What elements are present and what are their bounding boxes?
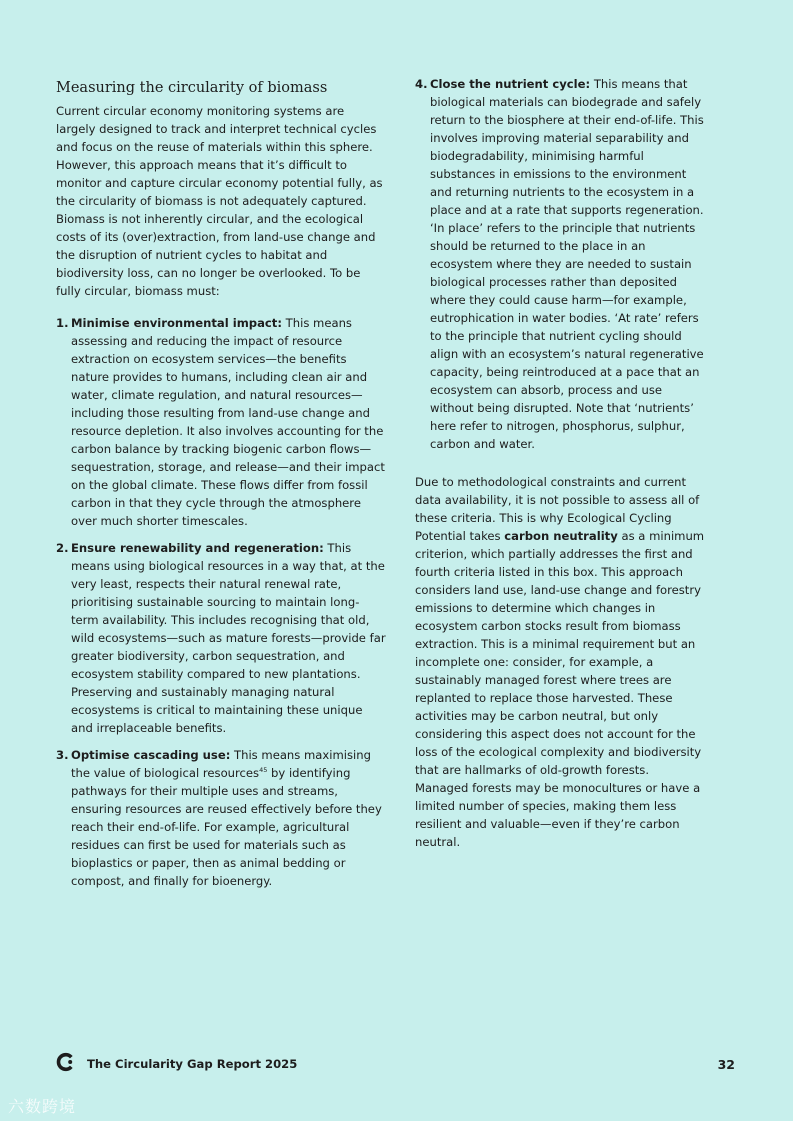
page-number: 32 — [717, 1056, 735, 1072]
footer-brand — [56, 1052, 297, 1076]
footnote-ref[interactable]: 45 — [259, 766, 268, 774]
watermark: 六数跨境 — [8, 1097, 77, 1116]
item-number: 1. — [56, 316, 69, 330]
circle-c-logo-icon — [56, 1052, 76, 1076]
list-item — [56, 314, 386, 530]
criteria-list-continued — [415, 75, 705, 453]
closing-paragraph — [415, 473, 705, 851]
closing-bold: carbon neutrality — [504, 529, 618, 543]
item-title: Optimise cascading use: — [71, 748, 231, 762]
left-column — [56, 75, 386, 899]
criteria-list — [56, 314, 386, 890]
intro-paragraph: Current circular economy monitoring systems are largely designed to track and interpret technical cycles and focus on the reuse of materials within this sphere. However, this approach means that it’s difficult to monitor and capture circular economy potential fully, as the circularity of biomass is not adequately captured. Biomass is not inherently circular, and the ecological costs of its (over)extraction, from land-use change and the disruption of nutrient cycles to habitat and biodiversity loss, can no longer be overlooked. To be fully circular, biomass must: — [56, 104, 383, 298]
item-text: This means that biological materials can biodegrade and safely return to the biosphere at their end-of-life. This involves improving material separability and biodegradability, minimising harmful substances in emissions to the environment and returning nutrients to the ecosystem in a place and at a rate that supports regeneration. ‘In place’ refers to the principle that nutrients should be returned to the place in an ecosystem where they are needed to sustain biological processes rather than deposited where they could cause harm—for example, eutrophication in water bodies. ‘At rate’ refers to the principle that nutrient cycling should align with an ecosystem’s natural regenerative capacity, being reintroduced at a pace that an ecosystem can absorb, process and use without being disrupted. Note that ‘nutrients’ here refer to nitrogen, phosphorus, sulphur, carbon and water. — [430, 77, 704, 451]
item-title: Minimise environmental impact: — [71, 316, 282, 330]
item-text: This means assessing and reducing the impact of resource extraction on ecosystem services—the benefits nature provides to humans, including clean air and water, climate regulation, and natural resources—including those resulting from land-use change and resource depletion. It also involves accounting for the carbon balance by tracking biogenic carbon flows—sequestration, storage, and release—and their impact on the global climate. These flows differ from fossil carbon in that they cycle through the atmosphere over much shorter timescales. — [71, 316, 385, 528]
page-footer — [56, 1053, 735, 1075]
item-text-continued: by identifying pathways for their multiple uses and streams, ensuring resources are reused effectively before they reach their end-of-life. For example, agricultural residues can first be used for materials such as bioplastics or paper, then as animal bedding or compost, and finally for bioenergy. — [71, 766, 382, 888]
item-number: 4. — [415, 77, 428, 91]
closing-text-continued: as a minimum criterion, which partially addresses the first and fourth criteria listed in this box. This approach considers land use, land-use change and forestry emissions to determine which changes in ecosystem carbon stocks result from biomass extraction. This is a minimal requirement but an incomplete one: consider, for example, a sustainably managed forest where trees are replanted to replace those harvested. These activities may be carbon neutral, but only considering this aspect does not account for the loss of the ecological complexity and biodiversity that are hallmarks of old-growth forests. Managed forests may be monocultures or have a limited number of species, making them less resilient and valuable—even if they’re carbon neutral. — [415, 529, 705, 849]
section-heading: Measuring the circularity of biomass — [56, 80, 328, 96]
item-title: Ensure renewability and regeneration: — [71, 541, 324, 555]
item-title: Close the nutrient cycle: — [430, 77, 591, 91]
item-text: This means maximising the value of biological resources — [71, 748, 371, 780]
closing-text: Due to methodological constraints and current data availability, it is not possible to assess all of these criteria. This is why Ecological Cycling Potential takes — [415, 475, 700, 543]
list-item — [56, 746, 386, 890]
right-column — [415, 75, 705, 851]
report-title: The Circularity Gap Report 2025 — [87, 1057, 298, 1071]
list-item — [56, 539, 386, 737]
item-number: 2. — [56, 541, 69, 555]
item-text: This means using biological resources in a way that, at the very least, respects their natural renewal rate, prioritising sustainable sourcing to maintain long-term availability. This includes recognising that old, wild ecosystems—such as mature forests—provide far greater biodiversity, carbon sequestration, and ecosystem stability compared to new plantations. Preserving and sustainably managing natural ecosystems is critical to maintaining these unique and irreplaceable benefits. — [71, 541, 386, 735]
list-item — [415, 75, 705, 453]
item-number: 3. — [56, 748, 69, 762]
